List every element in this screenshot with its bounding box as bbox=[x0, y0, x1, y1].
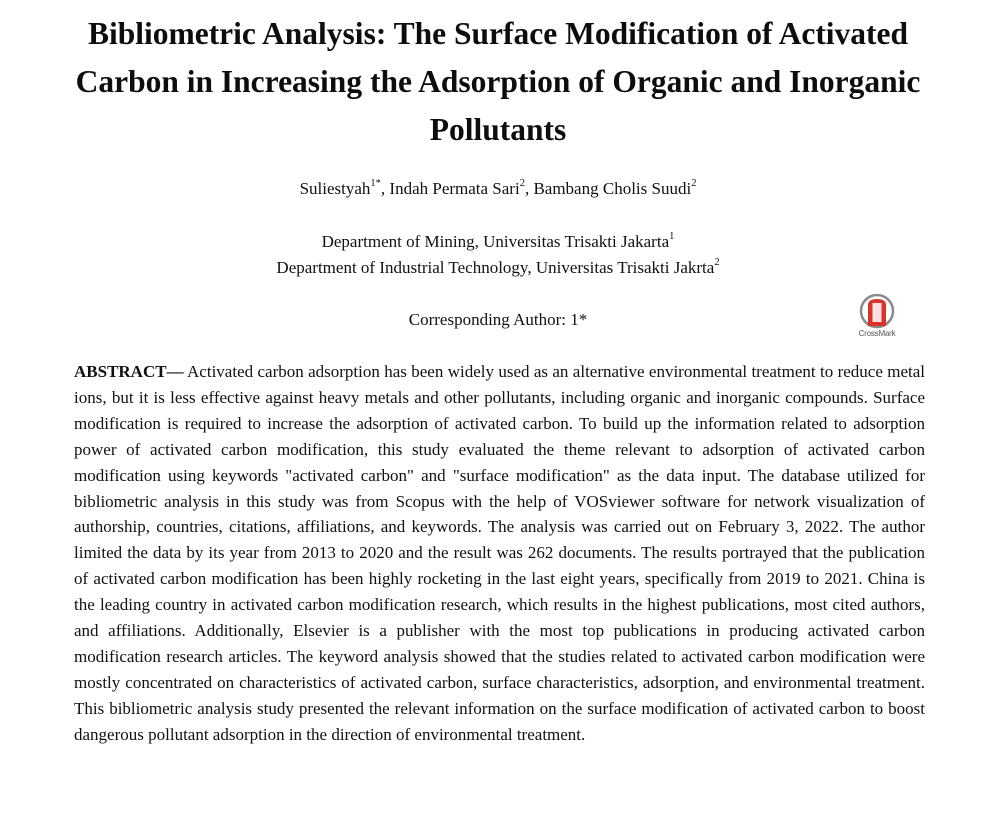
affiliation-text: Department of Industrial Technology, Universitas Trisakti Jakrta bbox=[276, 258, 715, 277]
author-name: Indah Permata Sari bbox=[389, 179, 520, 198]
affiliation-text: Department of Mining, Universitas Trisakti Jakarta bbox=[321, 232, 670, 251]
corresponding-author: Corresponding Author: 1* bbox=[408, 310, 588, 329]
author-separator: , bbox=[380, 179, 390, 198]
affiliation-marker: 2 bbox=[714, 257, 720, 269]
affiliation-1 bbox=[40, 231, 956, 253]
abstract bbox=[74, 359, 925, 748]
crossmark-badge[interactable] bbox=[852, 293, 902, 343]
abstract-heading: ABSTRACT— bbox=[74, 362, 184, 381]
paper-title: Bibliometric Analysis: The Surface Modification of Activated Carbon in Increasing the Adsorption of Organic and Inorganic Pollutants bbox=[75, 16, 921, 147]
author-affiliation-marker: 1* bbox=[370, 178, 381, 190]
affiliation-marker: 1 bbox=[669, 231, 675, 243]
crossmark-label: CrossMark bbox=[858, 329, 896, 338]
affiliation-2 bbox=[40, 257, 956, 279]
author-list bbox=[40, 178, 956, 200]
author-affiliation-marker: 2 bbox=[691, 178, 697, 190]
author-separator: , bbox=[524, 179, 534, 198]
author-name: Suliestyah bbox=[299, 179, 371, 198]
abstract-body: Activated carbon adsorption has been widely used as an alternative environmental treatment to reduce metal ions, but it is less effective against heavy metals and other pollutants, including organic and inorganic compounds. Surface modification is required to increase the adsorption of activated carbon. To build up the information related to adsorption power of activated carbon modification, this study evaluated the theme relevant to adsorption of activated carbon modification using keywords "activated carbon" and "surface modification" as the data input. The database utilized for bibliometric analysis in this study was from Scopus with the help of VOSviewer software for network visualization of authorship, countries, citations, affiliations, and keywords. The analysis was carried out on February 3, 2022. The author limited the data by its year from 2013 to 2020 and the result was 262 documents. The results portrayed that the publication of activated carbon modification has been highly rocketing in the last eight years, specifically from 2019 to 2021. China is the leading country in activated carbon modification research, which results in the highest publications, most cited authors, and affiliations. Additionally, Elsevier is a publisher with the most top publications in producing activated carbon modification research articles. The keyword analysis showed that the studies related to activated carbon modification were mostly concentrated on characteristics of activated carbon, surface characteristics, adsorption, and environmental treatment. This bibliometric analysis study presented the relevant information on the surface modification of activated carbon to boost dangerous pollutant adsorption in the direction of environmental treatment. bbox=[74, 362, 926, 744]
author-affiliation-marker: 2 bbox=[519, 178, 525, 190]
author-name: Bambang Cholis Suudi bbox=[533, 179, 692, 198]
